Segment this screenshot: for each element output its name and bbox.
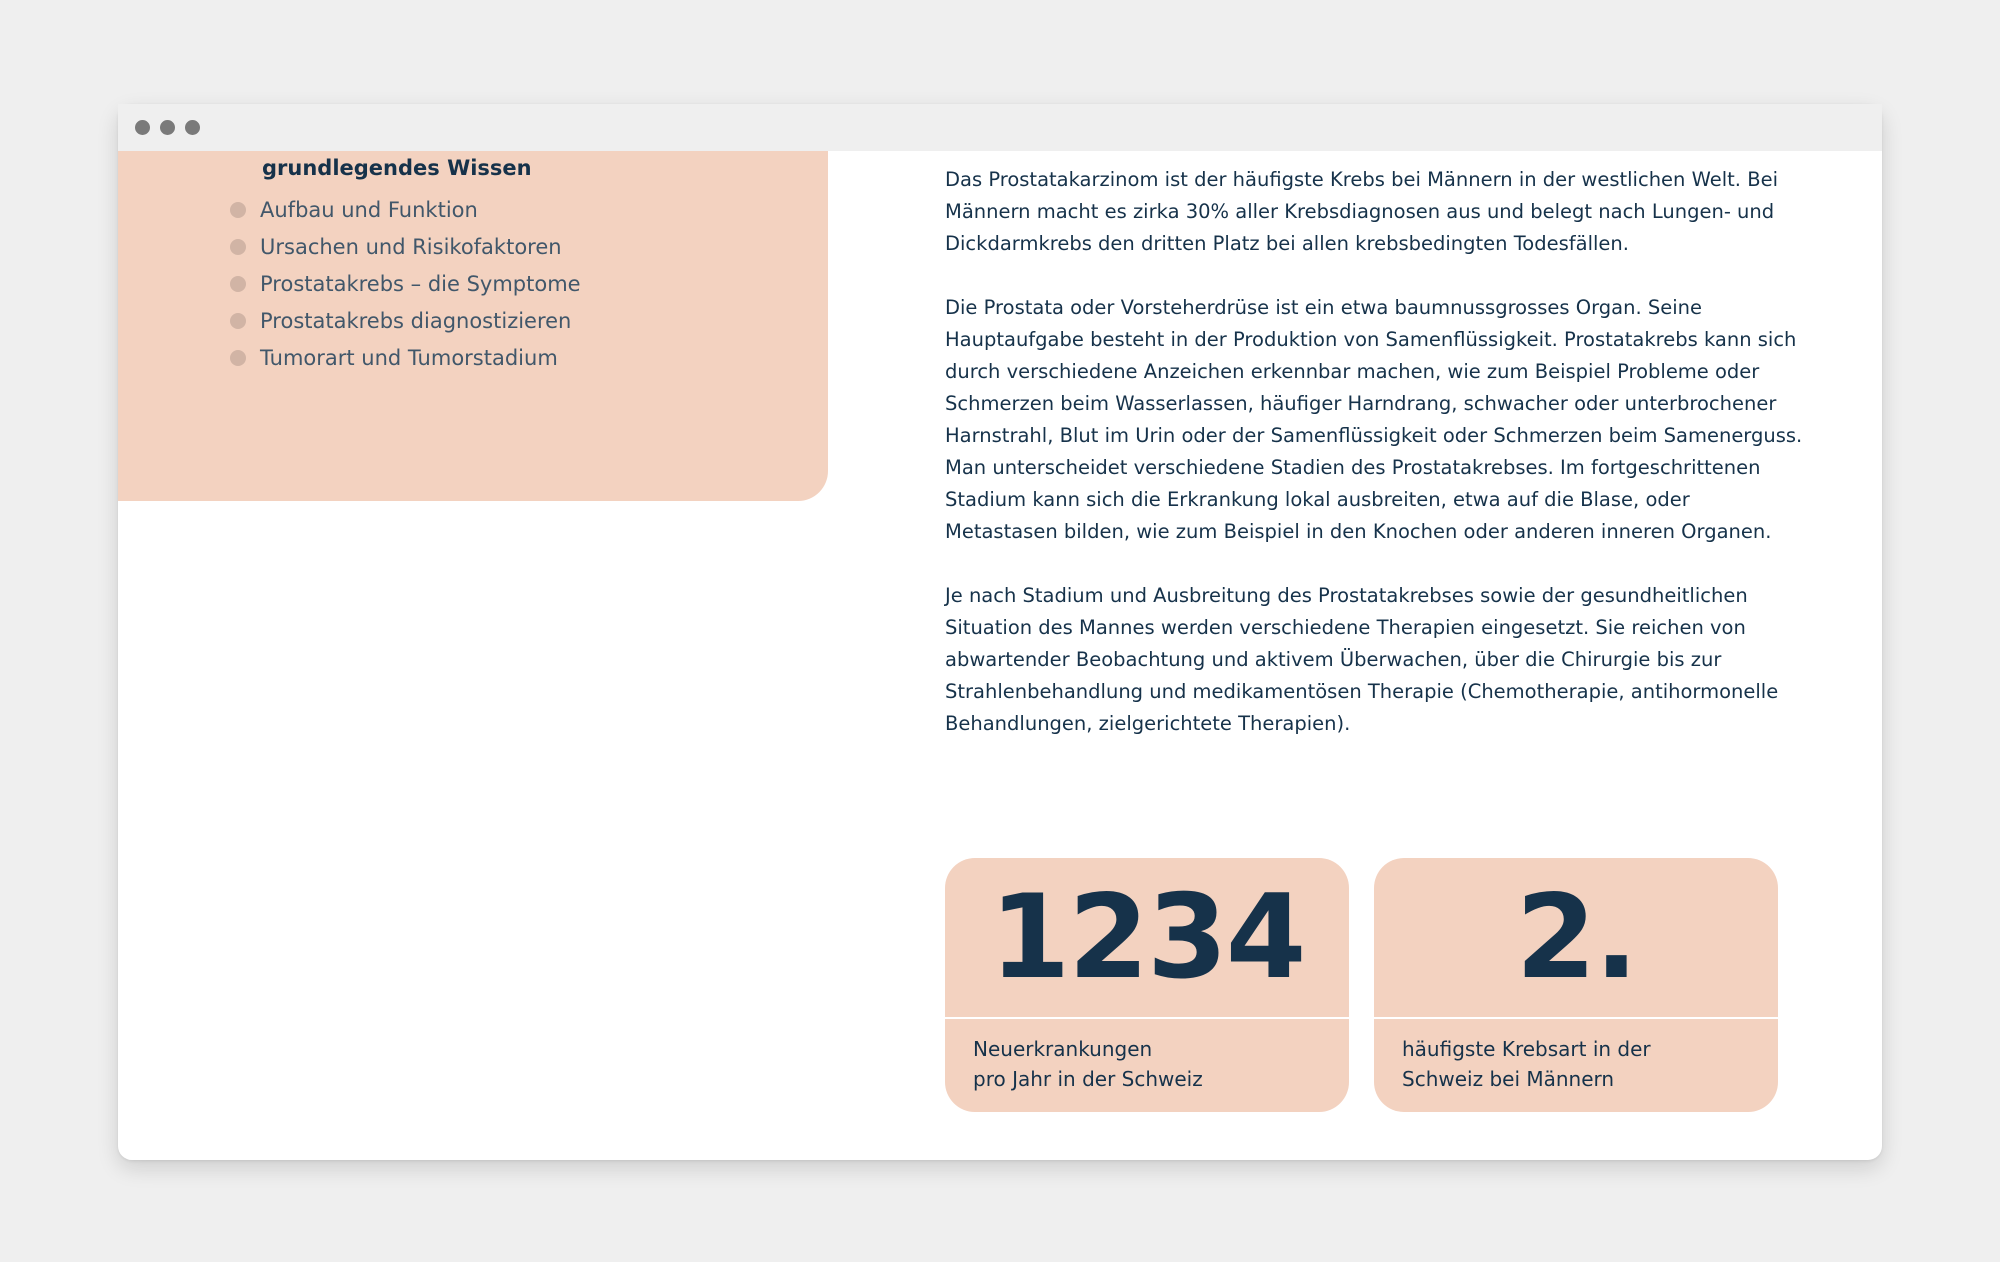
stat-value: 2. xyxy=(1515,870,1637,1005)
sidebar-item-label: Tumorart und Tumorstadium xyxy=(260,345,558,370)
paragraph-symptoms: Die Prostata oder Vorsteherdrüse ist ein etwa baumnussgrosses Organ. Seine Hauptaufgabe besteht in der Produktion von Samenflüssigkeit. Prostatakrebs kann sich durch verschiedene Anzeichen erkennbar machen, wie zum Beispiel Probleme oder Schmerzen beim Wasserlassen, häufiger Harndrang, schwacher oder unterbrochener Harnstrahl, Blut im Urin oder der Samenflüssigkeit oder Schmerzen beim Samenerguss. Man unterscheidet verschiedene Stadien des Prostatakrebses. Im fortgeschrittenen Stadium kann sich die Erkrankung lokal ausbreiten, etwa auf die Blase, oder Metastasen bilden, wie zum Beispiel in den Knochen oder anderen inneren Organen. xyxy=(945,296,1803,543)
paragraph-therapies: Je nach Stadium und Ausbreitung des Prostatakrebses sowie der gesundheitlichen Situation des Mannes werden verschiedene Therapien eingesetzt. Sie reichen von abwartender Beobachtung und aktivem Überwachen, über die Chirurgie bis zur Strahlenbehandlung und medikamentösen Therapie (Chemotherapie, antihormonelle Behandlungen, zielgerichtete Therapien). xyxy=(945,584,1779,735)
article-content xyxy=(945,164,1805,772)
sidebar-item-aufbau[interactable] xyxy=(230,191,581,228)
paragraph-intro: Das Prostatakarzinom ist der häufigste Krebs bei Männern in der westlichen Welt. Bei Männern macht es zirka 30% aller Krebsdiagnosen aus und belegt nach Lungen- und Dickdarmkrebs den dritten Platz bei allen krebsbedingten Todesfällen. xyxy=(945,168,1778,255)
bullet-dot-icon xyxy=(230,239,246,255)
stat-caption-line: Schweiz bei Männern xyxy=(1402,1067,1615,1091)
stat-caption-line: Neuerkrankungen xyxy=(973,1037,1153,1061)
sidebar-item-symptome[interactable] xyxy=(230,265,581,302)
stat-caption-line: häufigste Krebsart in der xyxy=(1402,1037,1651,1061)
sidebar-item-ursachen[interactable] xyxy=(230,228,581,265)
stat-value: 1234 xyxy=(989,870,1305,1005)
stat-divider xyxy=(1374,1017,1778,1019)
window-control-dot-icon[interactable] xyxy=(185,120,200,135)
stat-divider xyxy=(945,1017,1349,1019)
stat-card-cancer-rank xyxy=(1374,858,1778,1112)
window-control-dot-icon[interactable] xyxy=(135,120,150,135)
sidebar-item-active[interactable]: grundlegendes Wissen xyxy=(262,156,532,180)
browser-window xyxy=(118,104,1882,1160)
window-titlebar xyxy=(118,104,1882,151)
bullet-dot-icon xyxy=(230,276,246,292)
stat-caption xyxy=(973,1034,1333,1094)
bullet-dot-icon xyxy=(230,350,246,366)
sidebar-item-label: Prostatakrebs – die Symptome xyxy=(260,271,581,296)
sidebar-navigation-panel xyxy=(118,104,828,501)
stat-card-new-cases xyxy=(945,858,1349,1112)
stat-caption-line: pro Jahr in der Schweiz xyxy=(973,1067,1203,1091)
sidebar-item-tumorart[interactable] xyxy=(230,339,581,376)
sidebar-item-label: Prostatakrebs diagnostizieren xyxy=(260,308,572,333)
stat-caption xyxy=(1402,1034,1762,1094)
sidebar-item-diagnostizieren[interactable] xyxy=(230,302,581,339)
sidebar-nav-list xyxy=(230,191,581,376)
sidebar-item-label: Ursachen und Risikofaktoren xyxy=(260,234,562,259)
bullet-dot-icon xyxy=(230,313,246,329)
bullet-dot-icon xyxy=(230,202,246,218)
sidebar-item-label: Aufbau und Funktion xyxy=(260,197,478,222)
window-control-dot-icon[interactable] xyxy=(160,120,175,135)
